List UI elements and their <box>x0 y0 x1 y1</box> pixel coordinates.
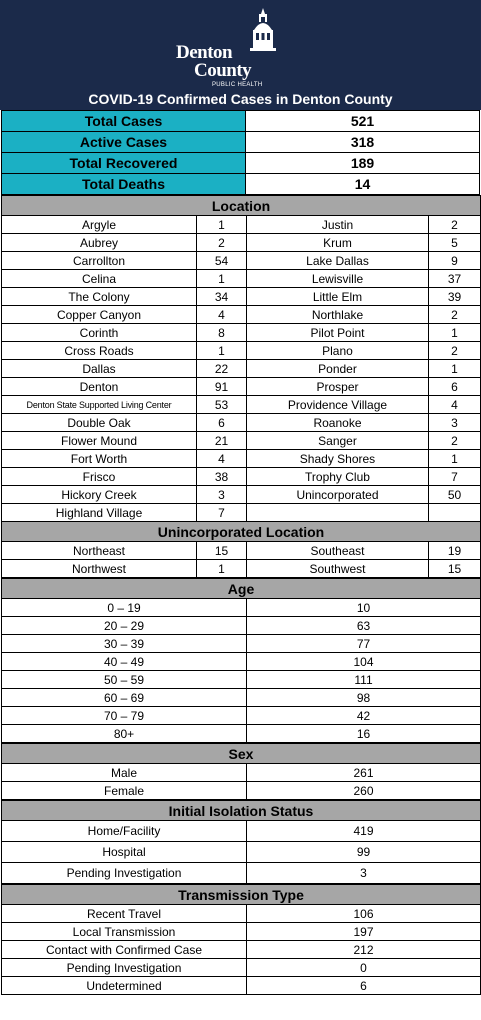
place-name: Corinth <box>2 324 197 342</box>
row-label: Recent Travel <box>2 905 247 923</box>
summary-value: 521 <box>246 111 480 132</box>
location-row <box>2 216 481 234</box>
table-row <box>2 905 481 923</box>
summary-label: Total Deaths <box>2 174 246 195</box>
table-row <box>2 863 481 884</box>
location-row <box>2 432 481 450</box>
case-count: 19 <box>429 542 481 560</box>
place-name: Dallas <box>2 360 197 378</box>
case-count: 1 <box>429 324 481 342</box>
row-label: 50 – 59 <box>2 671 247 689</box>
location-row <box>2 342 481 360</box>
location-row <box>2 414 481 432</box>
row-value: 3 <box>247 863 481 884</box>
place-name: Prosper <box>247 378 429 396</box>
case-count: 39 <box>429 288 481 306</box>
place-name: Ponder <box>247 360 429 378</box>
row-value: 261 <box>247 764 481 782</box>
place-name: Unincorporated <box>247 486 429 504</box>
logo-text-county: County <box>194 60 252 81</box>
sex-table <box>1 743 481 800</box>
section-heading-age: Age <box>2 579 481 599</box>
row-value: 6 <box>247 977 481 995</box>
place-name: Cross Roads <box>2 342 197 360</box>
place-name: Aubrey <box>2 234 197 252</box>
location-row <box>2 252 481 270</box>
place-name: The Colony <box>2 288 197 306</box>
row-label: 40 – 49 <box>2 653 247 671</box>
case-count: 34 <box>197 288 247 306</box>
summary-row <box>2 132 480 153</box>
case-count: 37 <box>429 270 481 288</box>
row-label: 0 – 19 <box>2 599 247 617</box>
table-row <box>2 617 481 635</box>
row-label: Contact with Confirmed Case <box>2 941 247 959</box>
place-name: Little Elm <box>247 288 429 306</box>
row-label: 60 – 69 <box>2 689 247 707</box>
place-name: Lewisville <box>247 270 429 288</box>
summary-label: Active Cases <box>2 132 246 153</box>
summary-value: 318 <box>246 132 480 153</box>
row-value: 260 <box>247 782 481 800</box>
row-value: 16 <box>247 725 481 743</box>
logo-text-denton: Denton <box>176 42 233 63</box>
place-name <box>247 504 429 522</box>
row-label: Male <box>2 764 247 782</box>
location-row <box>2 378 481 396</box>
place-name: Northwest <box>2 560 197 578</box>
row-value: 42 <box>247 707 481 725</box>
row-label: Home/Facility <box>2 821 247 842</box>
case-count: 1 <box>197 270 247 288</box>
row-value: 10 <box>247 599 481 617</box>
table-row <box>2 941 481 959</box>
place-name: Southwest <box>247 560 429 578</box>
row-value: 197 <box>247 923 481 941</box>
summary-row <box>2 111 480 132</box>
denton-county-logo <box>176 8 284 88</box>
case-count: 38 <box>197 468 247 486</box>
page-title: COVID-19 Confirmed Cases in Denton County <box>88 91 393 107</box>
unincorporated-row <box>2 560 481 578</box>
row-value: 419 <box>247 821 481 842</box>
case-count: 6 <box>429 378 481 396</box>
case-count: 4 <box>197 306 247 324</box>
case-count: 2 <box>429 216 481 234</box>
case-count: 6 <box>197 414 247 432</box>
row-value: 212 <box>247 941 481 959</box>
table-row <box>2 635 481 653</box>
place-name: Pilot Point <box>247 324 429 342</box>
logo-text-public-health: PUBLIC HEALTH <box>212 82 263 88</box>
case-count: 15 <box>197 542 247 560</box>
summary-label: Total Recovered <box>2 153 246 174</box>
place-name: Fort Worth <box>2 450 197 468</box>
table-row <box>2 821 481 842</box>
table-row <box>2 707 481 725</box>
summary-table <box>1 110 480 195</box>
case-count: 91 <box>197 378 247 396</box>
case-count: 8 <box>197 324 247 342</box>
location-row <box>2 396 481 414</box>
summary-label: Total Cases <box>2 111 246 132</box>
location-row <box>2 270 481 288</box>
place-name: Argyle <box>2 216 197 234</box>
location-row <box>2 288 481 306</box>
age-table <box>1 578 481 743</box>
case-count: 2 <box>429 342 481 360</box>
row-label: 20 – 29 <box>2 617 247 635</box>
location-row <box>2 234 481 252</box>
place-name: Plano <box>247 342 429 360</box>
section-heading-transmission: Transmission Type <box>2 885 481 905</box>
row-value: 99 <box>247 842 481 863</box>
location-row <box>2 306 481 324</box>
case-count: 9 <box>429 252 481 270</box>
location-row <box>2 468 481 486</box>
case-count: 3 <box>197 486 247 504</box>
row-label: Hospital <box>2 842 247 863</box>
case-count: 1 <box>429 360 481 378</box>
case-count: 2 <box>429 306 481 324</box>
row-label: Pending Investigation <box>2 863 247 884</box>
place-name: Northeast <box>2 542 197 560</box>
transmission-table <box>1 884 481 995</box>
case-count: 22 <box>197 360 247 378</box>
summary-row <box>2 153 480 174</box>
row-value: 104 <box>247 653 481 671</box>
location-table <box>1 195 481 578</box>
table-row <box>2 959 481 977</box>
row-label: Undetermined <box>2 977 247 995</box>
section-heading-isolation: Initial Isolation Status <box>2 801 481 821</box>
row-label: Female <box>2 782 247 800</box>
row-value: 0 <box>247 959 481 977</box>
place-name: Roanoke <box>247 414 429 432</box>
place-name: Celina <box>2 270 197 288</box>
case-count: 1 <box>197 216 247 234</box>
section-heading-location: Location <box>2 196 481 216</box>
place-name: Northlake <box>247 306 429 324</box>
location-row <box>2 450 481 468</box>
location-row <box>2 324 481 342</box>
location-row <box>2 486 481 504</box>
table-row <box>2 671 481 689</box>
case-count: 54 <box>197 252 247 270</box>
page-header <box>0 0 481 110</box>
case-count: 5 <box>429 234 481 252</box>
place-name: Highland Village <box>2 504 197 522</box>
location-row <box>2 504 481 522</box>
case-count: 7 <box>197 504 247 522</box>
table-row <box>2 599 481 617</box>
row-value: 63 <box>247 617 481 635</box>
case-count: 7 <box>429 468 481 486</box>
case-count <box>429 504 481 522</box>
place-name: Denton State Supported Living Center <box>2 396 197 414</box>
case-count: 50 <box>429 486 481 504</box>
unincorporated-row <box>2 542 481 560</box>
place-name: Sanger <box>247 432 429 450</box>
place-name: Lake Dallas <box>247 252 429 270</box>
place-name: Flower Mound <box>2 432 197 450</box>
place-name: Providence Village <box>247 396 429 414</box>
table-row <box>2 977 481 995</box>
case-count: 2 <box>429 432 481 450</box>
case-count: 15 <box>429 560 481 578</box>
summary-value: 189 <box>246 153 480 174</box>
table-row <box>2 764 481 782</box>
section-heading-unincorporated: Unincorporated Location <box>2 522 481 542</box>
row-value: 77 <box>247 635 481 653</box>
row-value: 106 <box>247 905 481 923</box>
summary-value: 14 <box>246 174 480 195</box>
row-value: 98 <box>247 689 481 707</box>
place-name: Copper Canyon <box>2 306 197 324</box>
place-name: Southeast <box>247 542 429 560</box>
row-label: Local Transmission <box>2 923 247 941</box>
table-row <box>2 653 481 671</box>
place-name: Frisco <box>2 468 197 486</box>
place-name: Trophy Club <box>247 468 429 486</box>
place-name: Carrollton <box>2 252 197 270</box>
section-heading-sex: Sex <box>2 744 481 764</box>
place-name: Hickory Creek <box>2 486 197 504</box>
case-count: 1 <box>429 450 481 468</box>
case-count: 3 <box>429 414 481 432</box>
row-value: 111 <box>247 671 481 689</box>
case-count: 2 <box>197 234 247 252</box>
place-name: Double Oak <box>2 414 197 432</box>
case-count: 53 <box>197 396 247 414</box>
table-row <box>2 923 481 941</box>
row-label: 80+ <box>2 725 247 743</box>
location-row <box>2 360 481 378</box>
case-count: 1 <box>197 342 247 360</box>
table-row <box>2 725 481 743</box>
row-label: 30 – 39 <box>2 635 247 653</box>
place-name: Shady Shores <box>247 450 429 468</box>
table-row <box>2 689 481 707</box>
table-row <box>2 782 481 800</box>
courthouse-icon <box>246 8 280 52</box>
case-count: 21 <box>197 432 247 450</box>
summary-row <box>2 174 480 195</box>
case-count: 1 <box>197 560 247 578</box>
place-name: Denton <box>2 378 197 396</box>
place-name: Krum <box>247 234 429 252</box>
table-row <box>2 842 481 863</box>
case-count: 4 <box>429 396 481 414</box>
row-label: Pending Investigation <box>2 959 247 977</box>
case-count: 4 <box>197 450 247 468</box>
isolation-table <box>1 800 481 884</box>
place-name: Justin <box>247 216 429 234</box>
row-label: 70 – 79 <box>2 707 247 725</box>
